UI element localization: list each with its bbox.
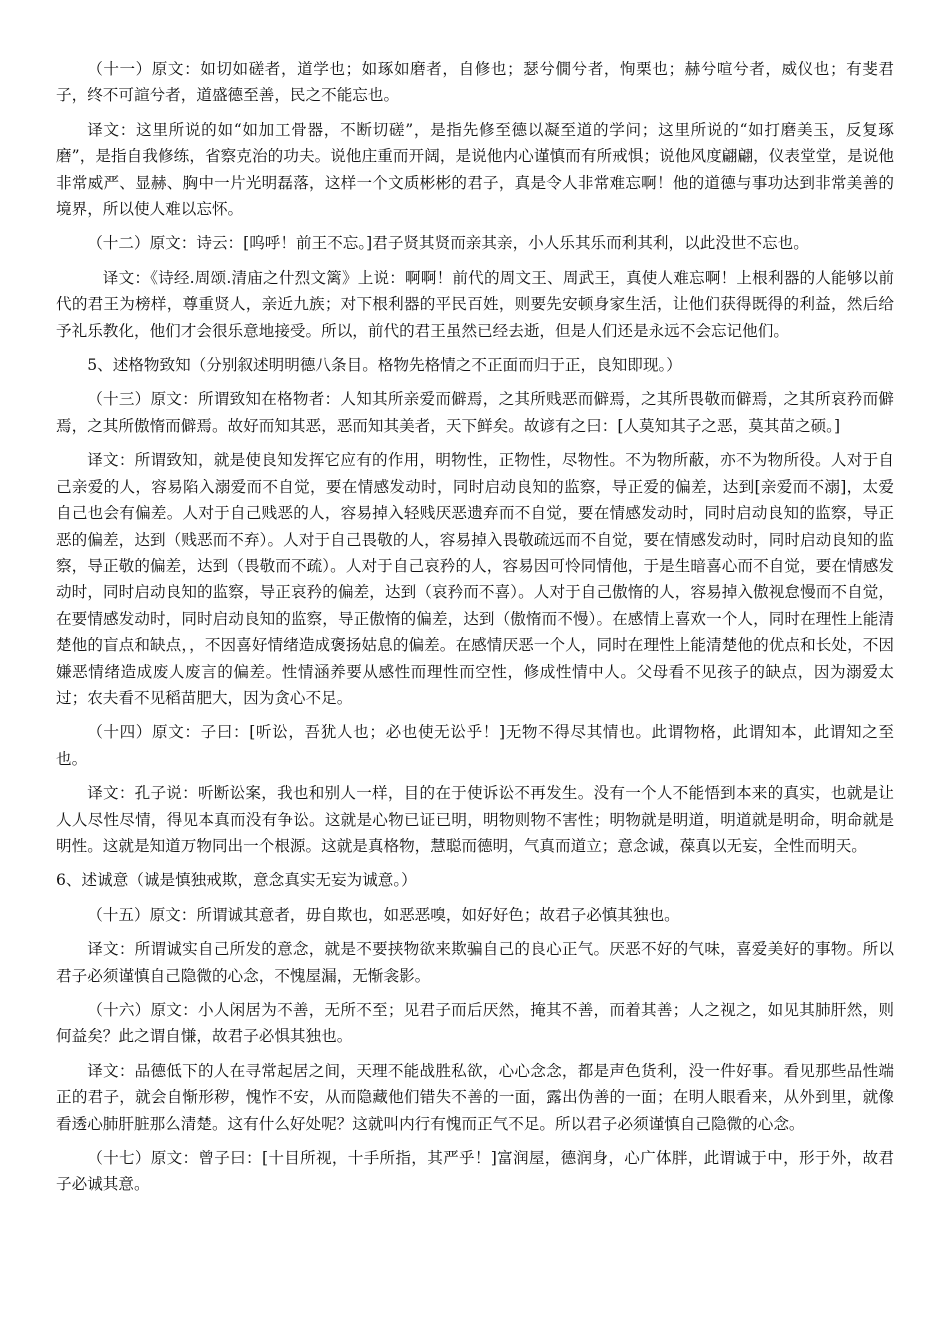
paragraph-translation-13: 译文：所谓致知，就是使良知发挥它应有的作用，明物性，正物性，尽物性。不为物所蔽，亦不为物所役。人对于自己亲爱的人，容易陷入溺爱而不自觉，要在情感发动时，同时启动良知的监察，导正爱的偏差，达到[亲爱而不溺]，太爱自己也会有偏差。人对于自己贱恶的人，容易掉入轻贱厌恶遗弃而不自觉，要在情感发动时，同时启动良知的监察，导正恶的偏差，达到（贱恶而不弃）。人对于自己畏敬的人，容易掉入畏敬疏远而不自觉，要在情感发动时，同时启动良知的监察，导正敬的偏差，达到（畏敬而不疏）。人对于自己哀矜的人，容易因可怜同情他，于是生暗喜心而不自觉，要在情感发动时，同时启动良知的监察，导正哀矜的偏差，达到（哀矜而不喜）。人对于自己傲惰的人，容易掉入傲视怠慢而不自觉，在要情感发动时，同时启动良知的监察，导正傲惰的偏差，达到（傲惰而不慢）。在感情上喜欢一个人，同时在理性上能清楚他的盲点和缺点，，不因喜好情绪造成褒扬姑息的偏差。在感情厌恶一个人，同时在理性上能清楚他的优点和长处，不因嫌恶情绪造成废人废言的偏差。性情涵养要从感性而理性而空性，修成性情中人。父母看不见孩子的缺点，因为溺爱太过；农夫看不见稻苗肥大，因为贪心不足。 bbox=[56, 451, 894, 707]
paragraph-translation-12: 译文：《诗经.周颂.清庙之什烈文篱》上说：啊啊！前代的周文王、周武王，真使人难忘啊！上根利器的人能够以前代的君王为榜样，尊重贤人，亲近九族；对下根利器的平民百姓，则要先安顿身家生活，让他们获得既得的利益，然后给予礼乐教化，他们才会很乐意地接受。所以，前代的君王虽然已经去逝，但是人们还是永远不会忘记他们。 bbox=[56, 268, 894, 340]
paragraph-translation-16: 译文：品德低下的人在寻常起居之间，天理不能战胜私欲，心心念念，都是声色货利，没一件好事。看见那些品性端正的君子，就会自惭形秽，愧怍不安，从而隐藏他们错失不善的一面，露出伪善的一面；在明人眼看来，从外到里，就像看透心肺肝脏那么清楚。这有什么好处呢？这就叫内行有愧而正气不足。所以君子必须谨慎自己隐微的心念。 bbox=[56, 1061, 894, 1133]
paragraph-original-14: （十四）原文：子曰：[听讼，吾犹人也；必也使无讼乎！]无物不得尽其情也。此谓物格，此谓知本，此谓知之至也。 bbox=[56, 723, 894, 768]
paragraph-original-15: （十五）原文：所谓诚其意者，毋自欺也，如恶恶嗅，如好好色；故君子必慎其独也。 bbox=[87, 905, 680, 924]
paragraph-original-16: （十六）原文：小人闲居为不善，无所不至；见君子而后厌然，掩其不善，而着其善；人之视之，如见其肺肝然，则何益矣？此之谓自慊，故君子必惧其独也。 bbox=[56, 1001, 894, 1046]
section-heading-5: 5、述格物致知（分别叙述明明德八条目。格物先格情之不正面而归于正，良知即现。） bbox=[87, 356, 682, 375]
document-page bbox=[56, 56, 894, 1206]
paragraph-original-11: （十一）原文：如切如磋者，道学也；如琢如磨者，自修也；瑟兮僩兮者，恂栗也；赫兮喧兮者，威仪也；有斐君子，终不可諠兮者，道盛德至善，民之不能忘也。 bbox=[56, 60, 894, 105]
paragraph-translation-14: 译文：孔子说：听断讼案，我也和别人一样，目的在于使诉讼不再发生。没有一个人不能悟到本来的真实，也就是让人人尽性尽情，得见本真而没有争讼。这就是心物已证已明，明物则物不害性；明物就是明道，明道就是明命，明命就是明性。这就是知道万物同出一个根源。这就是真格物，慧聪而德明，气真而道立；意念诚，葆真以无妄，全性而明天。 bbox=[56, 784, 894, 855]
paragraph-original-12: （十二）原文：诗云：[呜呼！前王不忘。]君子贤其贤而亲其亲，小人乐其乐而利其利，以此没世不忘也。 bbox=[87, 234, 809, 253]
paragraph-original-13: （十三）原文：所谓致知在格物者：人知其所亲爱而僻焉，之其所贱恶而僻焉，之其所畏敬而僻焉，之其所哀矜而僻焉，之其所傲惰而僻焉。故好而知其恶，恶而知其美者，天下鲜矣。故谚有之曰：[人莫知其子之恶，莫其苗之硕。] bbox=[56, 390, 894, 435]
section-heading-6: 6、述诚意（诚是慎独戒欺，意念真实无妄为诚意。） bbox=[56, 871, 417, 890]
paragraph-translation-15: 译文：所谓诚实自己所发的意念，就是不要挟物欲来欺骗自己的良心正气。厌恶不好的气味，喜爱美好的事物。所以君子必须谨慎自己隐微的心念，不愧屋漏，无惭衾影。 bbox=[56, 940, 894, 985]
paragraph-translation-11: 译文：这里所说的如“如加工骨器，不断切磋”，是指先修至德以凝至道的学问；这里所说的“如打磨美玉，反复琢磨”，是指自我修练，省察克治的功夫。说他庄重而开阔，是说他内心谨慎而有所戒惧；说他风度翩翩，仪表堂堂，是说他非常威严、显赫、胸中一片光明磊落，这样一个文质彬彬的君子，真是令人非常难忘啊！他的道德与事功达到非常美善的境界，所以使人难以忘怀。 bbox=[56, 120, 894, 219]
paragraph-original-17: （十七）原文：曾子曰：[十目所视，十手所指，其严乎！]富润屋，德润身，心广体胖，此谓诚于中，形于外，故君子必诚其意。 bbox=[56, 1149, 894, 1194]
